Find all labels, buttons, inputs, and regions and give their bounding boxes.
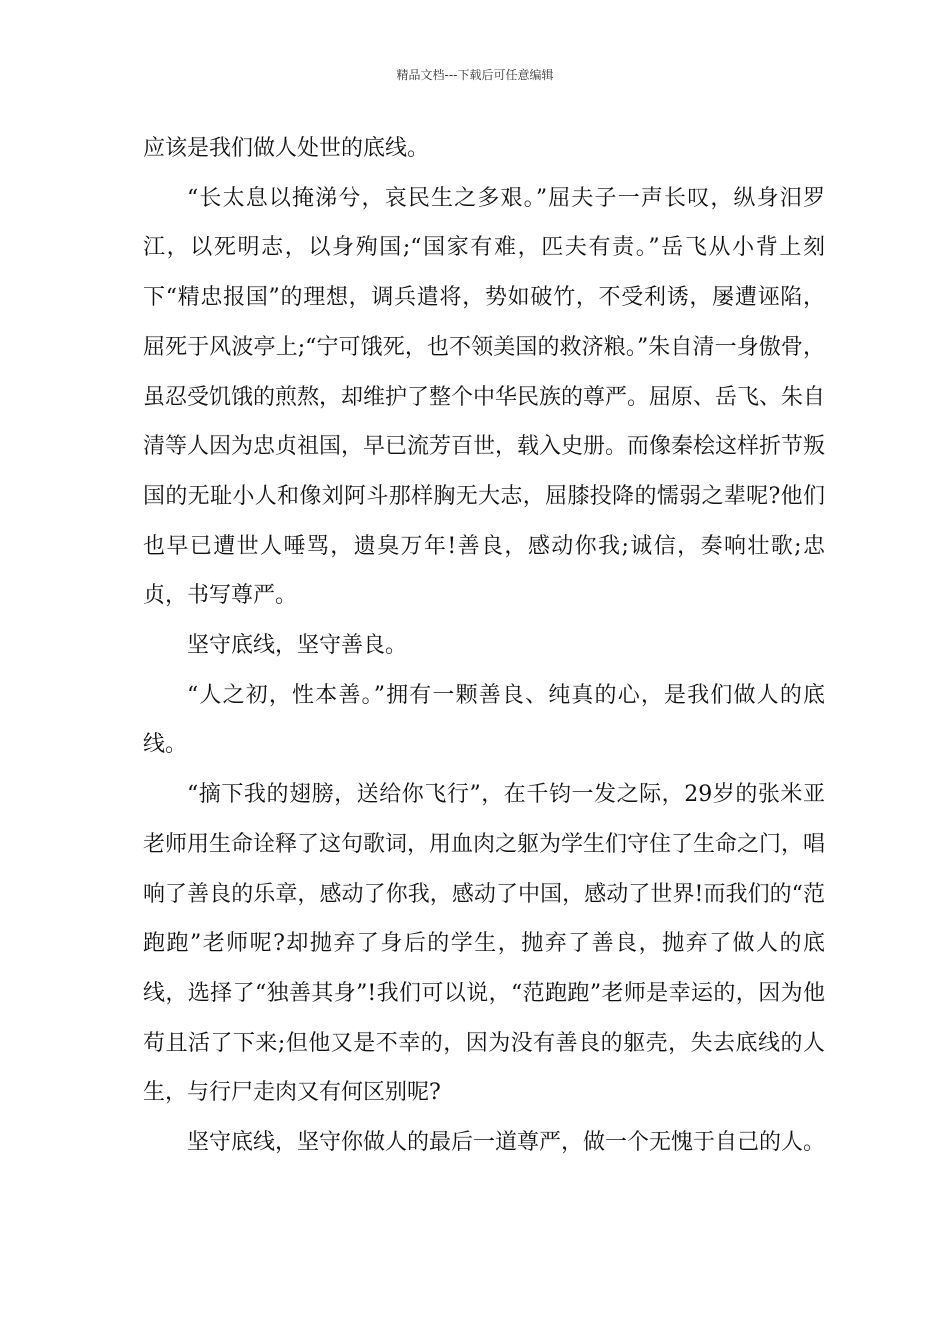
paragraph-6: 坚守底线，坚守你做人的最后一道尊严，做一个无愧于自己的人。 [187,1130,826,1156]
document-body [143,124,825,1168]
paragraph-5: “摘下我的翅膀，送给你飞行”，在千钧一发之际，29岁的张米亚老师用生命诠释了这句歌词，用血肉之躯为学生们守住了生命之门，唱响了善良的乐章，感动了你我，感动了中国，感动了世界!而我们的“范跑跑”老师呢?却抛弃了身后的学生，抛弃了善良，抛弃了做人的底线，选择了“独善其身”!我们可以说，“范跑跑”老师是幸运的，因为他苟且活了下来;但他又是不幸的，因为没有善良的躯壳，失去底线的人生，与行尸走肉又有何区别呢? [143,782,826,1106]
paragraph-2: “长太息以掩涕兮，哀民生之多艰。”屈夫子一声长叹，纵身汨罗江，以死明志，以身殉国;“国家有难，匹夫有责。”岳飞从小背上刻下“精忠报国”的理想，调兵遣将，势如破竹，不受利诱，屡遭诬陷，屈死于风波亭上;“宁可饿死，也不领美国的救济粮。”朱自清一身傲骨，虽忍受饥饿的煎熬，却维护了整个中华民族的尊严。屈原、岳飞、朱自清等人因为忠贞祖国，早已流芳百世，载入史册。而像秦桧这样折节叛国的无耻小人和像刘阿斗那样胸无大志，屈膝投降的懦弱之辈呢?他们也早已遭世人唾骂，遗臭万年!善良，感动你我;诚信，奏响壮歌;忠贞，书写尊严。 [143,185,826,609]
paragraph-3: 坚守底线，坚守善良。 [187,633,408,659]
paragraph-4: “人之初，性本善。”拥有一颗善良、纯真的心，是我们做人的底线。 [143,682,825,758]
paragraph-1: 应该是我们做人处世的底线。 [143,136,430,161]
page-header: 精品文档---下载后可任意编辑 [396,68,554,82]
